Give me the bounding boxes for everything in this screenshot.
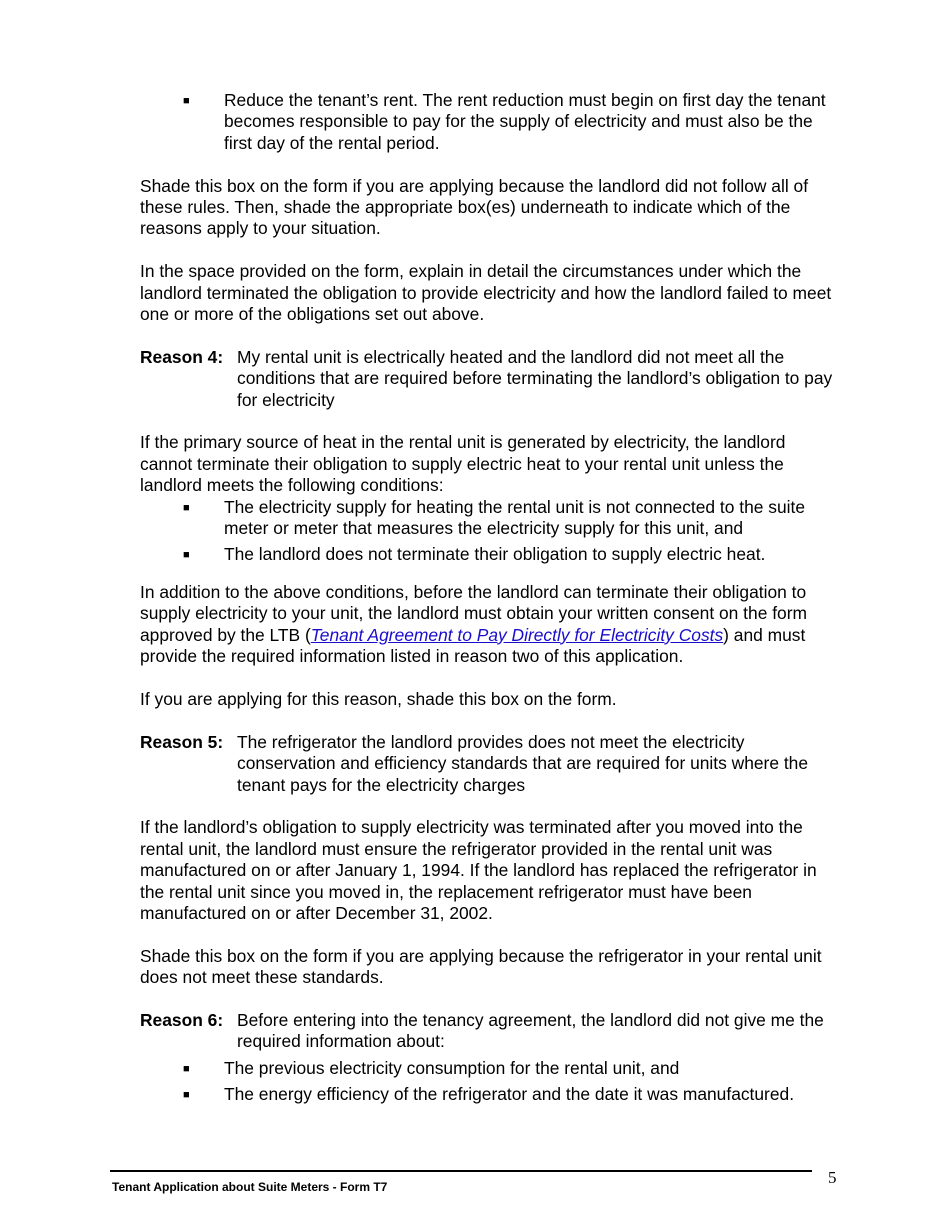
consent-text-after: ) and must provide the required information listed in reason two of this application. (140, 624, 806, 667)
reason-4-intro: If the primary source of heat in the rental unit is generated by electricity, the landlord cannot terminate their obligation to supply electric heat to your rental unit unless the landlord meets the following conditions: (140, 432, 786, 496)
list-item (140, 497, 840, 540)
bullet-text: The electricity supply for heating the rental unit is not connected to the suite meter or meter that measures the electricity supply for this unit, and (224, 496, 805, 539)
square-bullet-icon: ■ (183, 1089, 190, 1102)
footer-title: Tenant Application about Suite Meters - Form T7 (112, 1180, 388, 1194)
footer-divider (110, 1170, 812, 1172)
bullet-text: The previous electricity consumption for the rental unit, and (224, 1057, 680, 1078)
document-body (140, 90, 840, 1111)
explain-instruction-paragraph: In the space provided on the form, explain in detail the circumstances under which the landlord terminated the obligation to provide electricity and how the landlord failed to meet one or more of the obligations set out above. (140, 261, 832, 325)
reason-4-label: Reason 4: (140, 346, 224, 367)
square-bullet-icon: ■ (183, 549, 190, 562)
reason-4-consent-paragraph (140, 582, 840, 668)
reason-6-heading (140, 1010, 840, 1053)
list-item (140, 90, 840, 154)
bullet-text: Reduce the tenant’s rent. The rent reduction must begin on first day the tenant becomes responsible to pay for the supply of electricity and must also be the first day of the rental period. (224, 90, 826, 153)
shade-instruction-paragraph: Shade this box on the form if you are applying because the landlord did not follow all of these rules. Then, shade the appropriate box(es) underneath to indicate which of the reasons apply to your situation. (140, 175, 809, 239)
reason-6-text: Before entering into the tenancy agreement, the landlord did not give me the required information about: (237, 1009, 824, 1052)
bullet-text: The energy efficiency of the refrigerator and the date it was manufactured. (224, 1084, 795, 1105)
reason-5-text: The refrigerator the landlord provides does not meet the electricity conservation and efficiency standards that are required for units where the tenant pays for the electricity charges (237, 731, 809, 795)
rent-reduction-list (140, 90, 840, 154)
reason-4-conditions (140, 497, 840, 566)
reason-5-label: Reason 5: (140, 731, 224, 752)
list-item (140, 1084, 840, 1105)
list-item (140, 544, 840, 565)
square-bullet-icon: ■ (183, 95, 190, 107)
reason-4-shade-paragraph: If you are applying for this reason, shade this box on the form. (140, 688, 617, 709)
reason-4-heading (140, 347, 840, 411)
reason-5-details: If the landlord’s obligation to supply electricity was terminated after you moved into the rental unit, the landlord must ensure the refrigerator provided in the rental unit was manufactured on or after January 1, 1994. If the landlord has replaced the refrigerator in the rental unit since you moved in, the replacement refrigerator must have been manufactured on or after December 31, 2002. (140, 817, 817, 923)
tenant-agreement-link[interactable]: Tenant Agreement to Pay Directly for Electricity Costs (310, 624, 724, 645)
reason-6-label: Reason 6: (140, 1009, 224, 1030)
consent-text-before: In addition to the above conditions, before the landlord can terminate their obligation to supply electricity to your unit, the landlord must obtain your written consent on the form approved by the LTB ( (140, 581, 807, 645)
reason-5-heading (140, 732, 840, 796)
reason-6-list (140, 1058, 840, 1106)
square-bullet-icon: ■ (183, 1062, 190, 1075)
page-number: 5 (828, 1168, 837, 1187)
reason-5-shade-paragraph: Shade this box on the form if you are applying because the refrigerator in your rental unit does not meet these standards. (140, 945, 822, 988)
bullet-text: The landlord does not terminate their obligation to supply electric heat. (224, 544, 766, 565)
list-item (140, 1058, 840, 1079)
reason-4-text: My rental unit is electrically heated and the landlord did not meet all the conditions that are required before terminating the landlord’s obligation to pay for electricity (237, 346, 833, 410)
square-bullet-icon: ■ (183, 501, 190, 514)
